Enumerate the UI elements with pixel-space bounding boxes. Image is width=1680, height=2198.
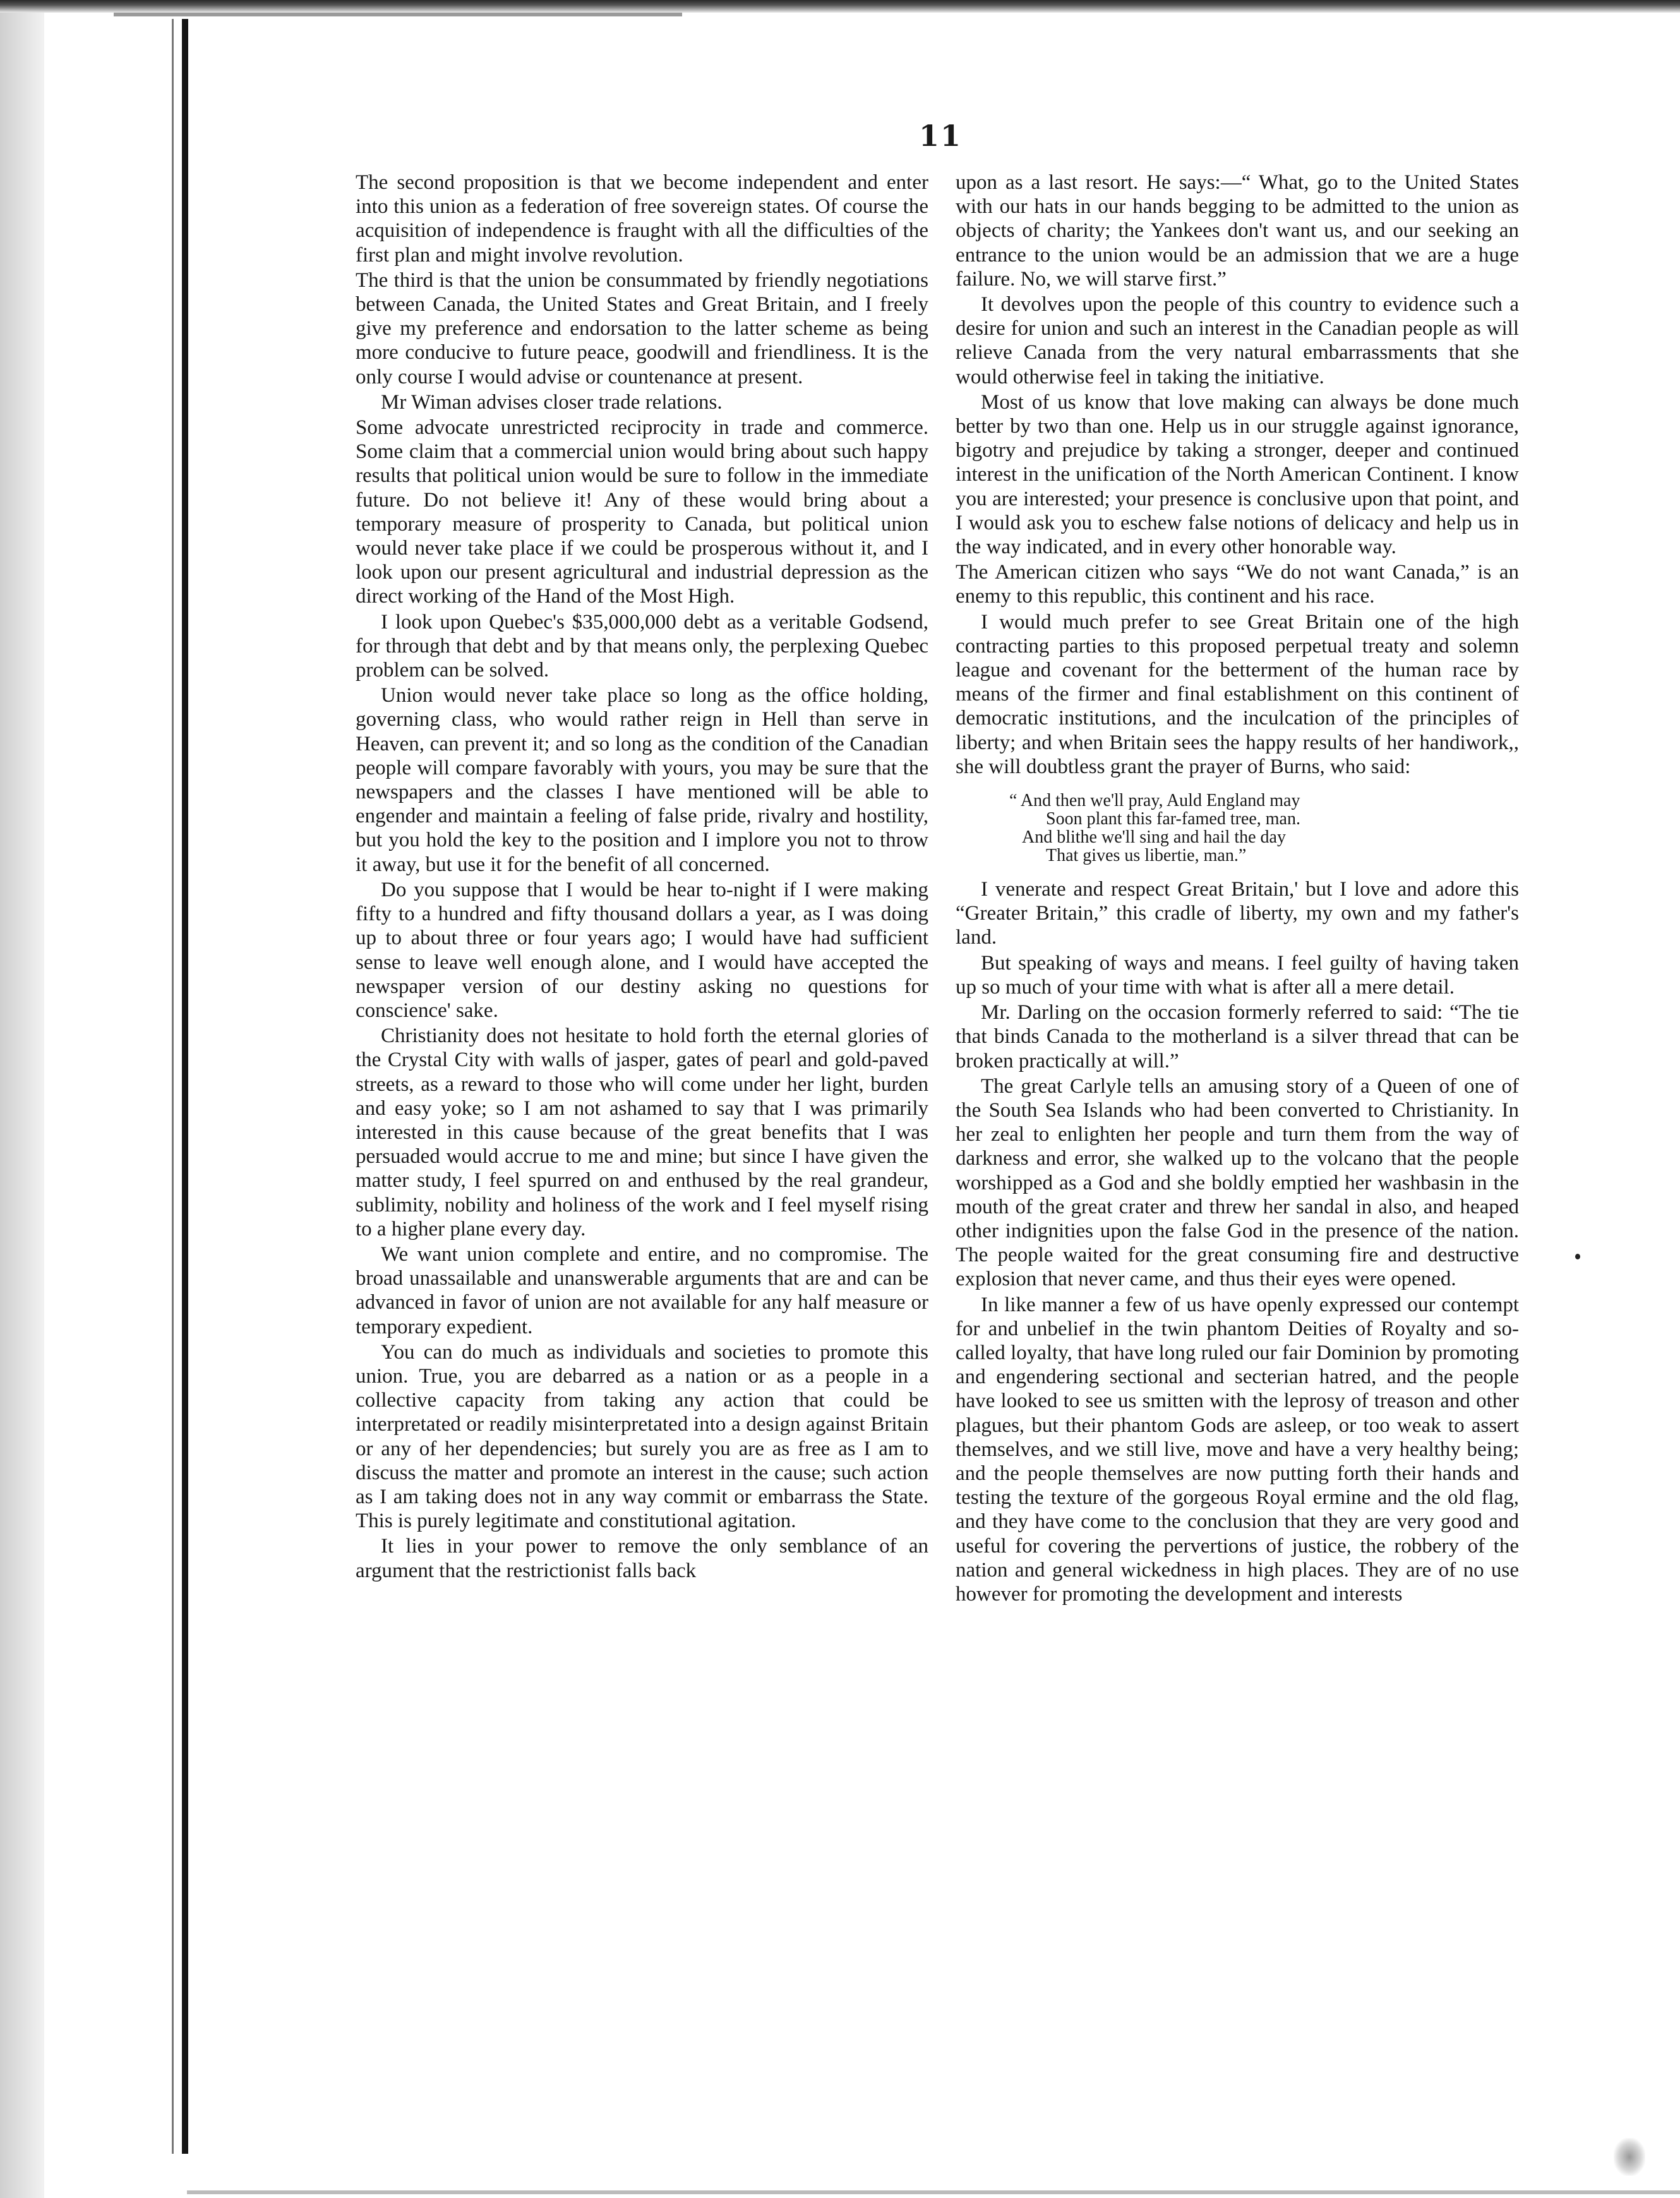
top-scan-edge-shadow — [114, 13, 682, 16]
paragraph: I look upon Quebec's $35,000,000 debt as a veritable Godsend, for through that debt and by that means only, the perplexing Quebec problem can be solved. — [356, 610, 928, 682]
verse-line: Soon plant this far-famed tree, man. — [1046, 809, 1300, 829]
bottom-scan-edge — [187, 2190, 1680, 2194]
right-column — [956, 171, 1519, 1607]
paragraph: Some advocate unrestricted reciprocity in trade and commerce. Some claim that a commercial union would bring about such happy results that political union would be sure to follow in the immediate future. Do not believe it! Any of these would bring about a temporary measure of prosperity to Canada, but political union would never take place if we could be prosperous without it, and I look upon our present agricultural and industrial depression as the direct working of the Hand of the Most High. — [356, 416, 928, 608]
paragraph: But speaking of ways and means. I feel guilty of having taken up so much of your time with what is after all a mere detail. — [956, 951, 1519, 999]
paragraph: Most of us know that love making can always be done much better by two than one. Help us in our struggle against ignorance, bigotry and prejudice by taking a stronger, deeper and continued interest in the unification of the North American Continent. I know you are interested; your presence is conclusive upon that point, and I would ask you to eschew false notions of delicacy and help us in the way indicated, and in every other honorable way. — [956, 390, 1519, 559]
verse-line: And blithe we'll sing and hail the day — [1022, 827, 1286, 848]
paragraph: Do you suppose that I would be hear to-night if I were making fifty to a hundred and fifty thousand dollars a year, as I was doing up to about three or four years ago; I would have had sufficient sense to leave well enough alone, and I would have accepted the newspaper version of our destiny asking no questions for conscience' sake. — [356, 878, 928, 1022]
paragraph: The great Carlyle tells an amusing story of a Queen of one of the South Sea Islands who had been converted to Christianity. In her zeal to enlighten her people and turn them from the way of darkness and error, she walked up to the volcano that the people worshipped as a God and she boldly emptied her washbasin in the mouth of the great crater and threw her sandal in also, and heaped other indignities upon the false God in the presence of the nation. The people waited for the great consuming fire and destructive explosion that never came, and thus their eyes were opened. — [956, 1074, 1519, 1291]
paragraph: You can do much as individuals and societies to promote this union. True, you are debarred as a nation or as a people in a collective capacity from taking any action that could be interpretated or readily misinterpretated into a design against Britain or any of her dependencies; but surely you are as free as I am to discuss the matter and promote an interest in the cause; such action as I am taking does not in any way commit or embarrass the State. This is purely legitimate and constitutional agitation. — [356, 1340, 928, 1533]
top-scan-edge — [0, 0, 1680, 13]
paragraph: The American citizen who says “We do not want Canada,” is an enemy to this republic, this continent and his race. — [956, 561, 1519, 608]
paragraph: The third is that the union be consummated by friendly negotiations between Canada, the United States and Great Britain, and I freely give my preference and endorsation to the latter scheme as being more conducive to future peace, goodwill and friendliness. It is the only course I would advise or countenance at present. — [356, 268, 928, 388]
left-column — [356, 171, 928, 1584]
paragraph: The second proposition is that we become independent and enter into this union as a federation of free sovereign states. Of course the acquisition of independence is fraught with all the difficulties of the first plan and might involve revolution. — [356, 171, 928, 267]
paragraph: Christianity does not hesitate to hold forth the eternal glories of the Crystal City with walls of jasper, gates of pearl and gold-paved streets, as a reward to those who will come under her light, burden and easy yoke; so I am not ashamed to say that I was primarily interested in this cause because of the great benefits that I was persuaded would accrue to me and mine; but since I have given the matter study, I feel spurred on and enthused by the real grandeur, sublimity, nobility and holiness of the work and I feel myself rising to a higher plane every day. — [356, 1024, 928, 1240]
paragraph: We want union complete and entire, and no compromise. The broad unassailable and unanswerable arguments that are and can be advanced in favor of union are not available for any half measure or temporary expedient. — [356, 1242, 928, 1338]
page-number: 11 — [919, 119, 963, 153]
paragraph: upon as a last resort. He says:—“ What, go to the United States with our hats in our hands begging to be admitted to the union as objects of charity; the Yankees don't want us, and our seeking an entrance to the union would be an admission that we are a huge failure. No, we will starve first.” — [956, 171, 1519, 291]
ink-speck — [1575, 1254, 1580, 1259]
paragraph: Mr Wiman advises closer trade relations. — [381, 390, 723, 414]
verse-line: “ And then we'll pray, Auld England may — [1009, 791, 1300, 811]
verse-line: That gives us libertie, man.” — [1046, 846, 1247, 866]
paragraph: It devolves upon the people of this country to evidence such a desire for union and such an interest in the Canadian people as will relieve Canada from the very natural embarrassments that she would otherwise feel in taking the initiative. — [956, 293, 1519, 388]
paragraph: Union would never take place so long as the office holding, governing class, who would rather reign in Hell than serve in Heaven, can prevent it; and so long as the condition of the Canadian people will compare favorably with yours, you may be sure that the newspapers and the classes I have mentioned will be able to engender and maintain a feeling of false pride, rivalry and hostility, but you hold the key to the position and I implore you not to throw it away, but use it for the benefit of all concerned. — [356, 684, 928, 876]
binding-line — [182, 19, 188, 2154]
binding-shadow-line — [172, 19, 174, 2154]
paragraph: I would much prefer to see Great Britain one of the high contracting parties to this proposed perpetual treaty and solemn league and covenant for the betterment of the human race by means of the firmer and final establishment on this continent of democratic institutions, and the inculcation of the principles of liberty; and when Britain sees the happy results of her handiwork,, she will doubtless grant the prayer of Burns, who said: — [956, 610, 1519, 778]
corner-smudge — [1614, 2138, 1645, 2176]
page-binding-edge — [0, 0, 44, 2198]
paragraph: In like manner a few of us have openly expressed our contempt for and unbelief in the twin phantom Deities of Royalty and so-called loyalty, that have long ruled our fair Dominion by promoting and engendering sectional and secterian hatred, and the people have looked to see us smitten with the leprosy of treason and other plagues, but their phantom Gods are asleep, or too weak to assert themselves, and we still live, move and have a very healthy being; and the people themselves are now putting forth their hands and testing the texture of the gorgeous Royal ermine and the old flag, and they have come to the conclusion that they are very good and useful for covering the pervertions of justice, the robbery of the nation and general wickedness in high places. They are of no use however for promoting the development and interests — [956, 1293, 1519, 1606]
paragraph: I venerate and respect Great Britain,' but I love and adore this “Greater Britain,” this cradle of liberty, my own and my father's land. — [956, 878, 1519, 949]
paragraph: It lies in your power to remove the only semblance of an argument that the restrictionist falls back — [356, 1535, 928, 1582]
paragraph: Mr. Darling on the occasion formerly referred to said: “The tie that binds Canada to the motherland is a silver thread that can be broken practically at will.” — [956, 1001, 1519, 1072]
burns-verse — [956, 791, 1519, 865]
